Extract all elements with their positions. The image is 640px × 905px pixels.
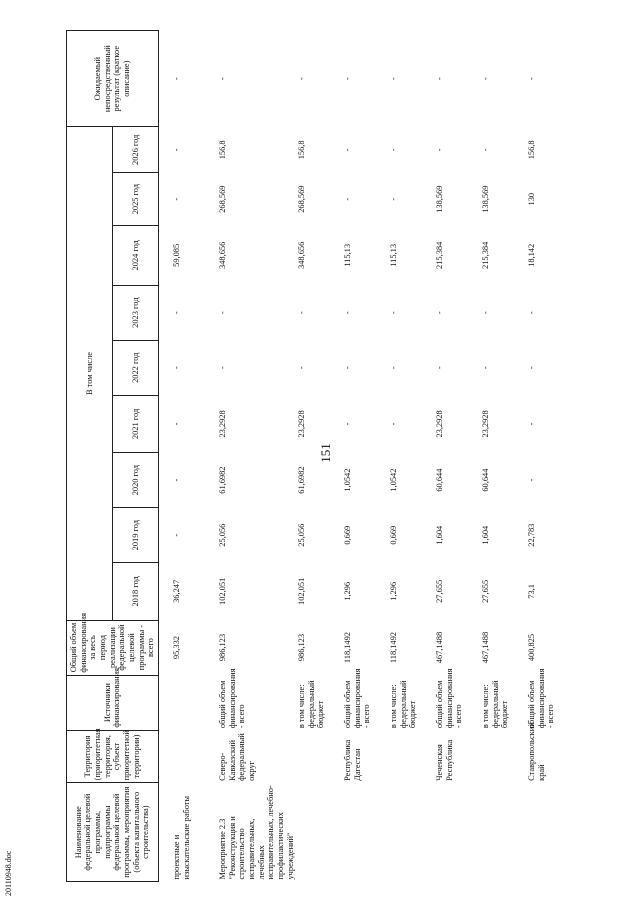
cell-year-value: 115,13 [389,243,399,267]
cell-year-value: 1,604 [435,525,445,545]
cell-territory: Северо-Кавказский федеральный округ [217,733,256,781]
cell-name [526,783,572,882]
cell-result: - [343,77,353,81]
cell-year-value: - [343,311,353,315]
cell-year-value: 115,13 [343,243,353,267]
rotated-table-container [66,30,590,882]
cell-year-value: 27,655 [435,579,445,603]
cell-year-value: - [343,197,353,201]
cell-source: общий объем финансирования - всего [343,668,372,729]
cell-year-value: 130 [527,192,537,206]
cell-name [480,783,526,882]
cell-year-value: 156,8 [297,140,307,160]
cell-territory [296,730,342,783]
cell-year-value: - [389,422,399,426]
cell-year-value: 36,247 [171,579,181,603]
cell-result: - [297,77,307,81]
cell-year-value: 23,2928 [217,410,227,438]
cell-year-value: 102,051 [217,577,227,605]
cell-year-value: 215,384 [481,241,491,269]
cell-year-value: - [171,533,181,537]
cell-source: в том числе: федеральный бюджет [389,680,418,729]
cell-year-value: 61,6982 [217,466,227,494]
cell-total: 467,1488 [435,631,445,664]
cell-year-value: - [481,148,491,152]
table-row [526,31,572,882]
cell-year-value: 156,8 [217,140,227,160]
cell-result: - [171,77,181,81]
cell-year-value: 138,569 [435,185,445,213]
cell-total: 986,123 [217,633,227,662]
cell-year-value: - [389,311,399,315]
header-including: В том числе [67,127,113,620]
cell-result: - [435,77,445,81]
cell-source: общий объем финансирования - всего [435,668,464,729]
table-row [342,31,388,882]
cell-year-value: 18,142 [527,243,537,267]
cell-year-value: - [435,148,445,152]
cell-source [171,675,217,730]
table-row [480,31,526,882]
cell-year-value: 22,783 [527,523,537,547]
cell-year-value: - [297,366,307,370]
cell-name [296,783,342,882]
header-year: 2018 год [112,563,158,620]
header-year: 2026 год [112,127,158,173]
table-row [217,31,296,882]
cell-total: 118,1492 [343,632,353,664]
cell-year-value: 25,056 [217,523,227,547]
cell-year-value: 268,569 [297,185,307,213]
header-year: 2021 год [112,395,158,452]
cell-year-value: - [297,311,307,315]
cell-year-value: - [171,197,181,201]
cell-year-value: - [171,366,181,370]
cell-year-value: - [343,366,353,370]
cell-name: проектные и изыскательские работы [171,795,191,880]
cell-result: - [527,77,537,81]
table-body [158,31,572,882]
cell-total: 467,1488 [481,631,491,664]
cell-year-value: 23,2928 [297,410,307,438]
cell-year-value: 23,2928 [481,410,491,438]
cell-territory [480,730,526,783]
header-sources: Источники финансирования [67,675,159,730]
header-year: 2022 год [112,340,158,395]
cell-total: 986,123 [297,633,307,662]
cell-year-value: - [343,422,353,426]
header-year: 2025 год [112,173,158,226]
cell-result: - [217,77,227,81]
cell-year-value: 138,569 [481,185,491,213]
cell-name [342,783,388,882]
cell-year-value: - [171,311,181,315]
cell-source: в том числе: федеральный бюджет [297,680,326,729]
cell-year-value: - [171,478,181,482]
cell-name [388,783,434,882]
cell-year-value: 156,8 [527,140,537,160]
cell-year-value: - [389,366,399,370]
header-year: 2019 год [112,508,158,563]
cell-source: в том числе: федеральный бюджет [481,680,510,729]
cell-year-value: 1,296 [343,581,353,601]
cell-year-value: 73,1 [527,584,537,599]
cell-year-value: - [171,148,181,152]
header-total: Общий объем финансирования за весь период реализации федеральной целевой программы - всего [67,620,159,675]
cell-year-value: 27,655 [481,579,491,603]
cell-year-value: 102,051 [297,577,307,605]
cell-year-value: - [527,366,537,370]
cell-year-value: - [343,148,353,152]
cell-year-value: - [527,422,537,426]
page-number: 151 [318,443,333,463]
cell-year-value: 348,656 [217,241,227,269]
header-year: 2020 год [112,453,158,508]
cell-year-value: 60,644 [481,468,491,492]
cell-source: общий объем финансирования - всего [217,668,247,729]
cell-year-value: - [389,148,399,152]
financing-table [66,30,572,882]
cell-year-value: 1,0542 [389,468,399,492]
cell-year-value: - [481,366,491,370]
cell-source: общий объем финансирования - всего [527,668,556,729]
cell-territory [171,730,217,783]
cell-result: - [481,77,491,81]
cell-year-value: 1,296 [389,581,399,601]
cell-year-value: 23,2928 [435,410,445,438]
cell-total: 95,332 [171,636,181,660]
cell-territory: Ставропольский край [527,722,546,781]
table-row [388,31,434,882]
table-row [296,31,342,882]
cell-year-value: 268,569 [217,185,227,213]
cell-year-value: - [217,366,227,370]
table-row [434,31,480,882]
cell-year-value: 1,604 [481,525,491,545]
cell-year-value: 25,056 [297,523,307,547]
cell-year-value: 61,6982 [297,466,307,494]
table-row [171,31,217,882]
footer-filename: 20110948.doc [4,850,13,896]
cell-name: Мероприятие 2.3 "Реконструкция и строительство исправительных, лечебных исправительных, лечебно-профилактических учреждений" [217,785,295,880]
header-result: Ожидаемый непосредственный результат (краткое описание) [67,31,159,127]
cell-year-value: - [435,366,445,370]
header-year: 2023 год [112,285,158,340]
header-territory: Территория (приоритетная территория, субъект приоритетной территории) [67,730,159,783]
cell-year-value: - [481,311,491,315]
cell-territory: Чеченская Республика [435,739,454,781]
cell-year-value: 59,085 [171,243,181,267]
cell-year-value: 348,656 [297,241,307,269]
cell-year-value: 0,669 [343,525,353,545]
cell-total: 400,825 [527,633,537,662]
cell-year-value: - [171,422,181,426]
cell-year-value: - [527,311,537,315]
cell-territory: Республика Дагестан [343,739,362,781]
header-name: Наименование федеральной целевой программы, подпрограммы федеральной целевой программы, мероприятия (объекта капитального строительства) [67,783,159,882]
header-year: 2024 год [112,226,158,286]
cell-year-value: 215,384 [435,241,445,269]
cell-year-value: - [217,311,227,315]
cell-year-value: 1,0542 [343,468,353,492]
cell-total: 118,1492 [389,632,399,664]
cell-year-value: - [527,478,537,482]
cell-year-value: 0,669 [389,525,399,545]
cell-territory [388,730,434,783]
cell-name [434,783,480,882]
cell-year-value: - [389,197,399,201]
cell-year-value: 60,644 [435,468,445,492]
cell-year-value: - [435,311,445,315]
cell-result: - [389,77,399,81]
